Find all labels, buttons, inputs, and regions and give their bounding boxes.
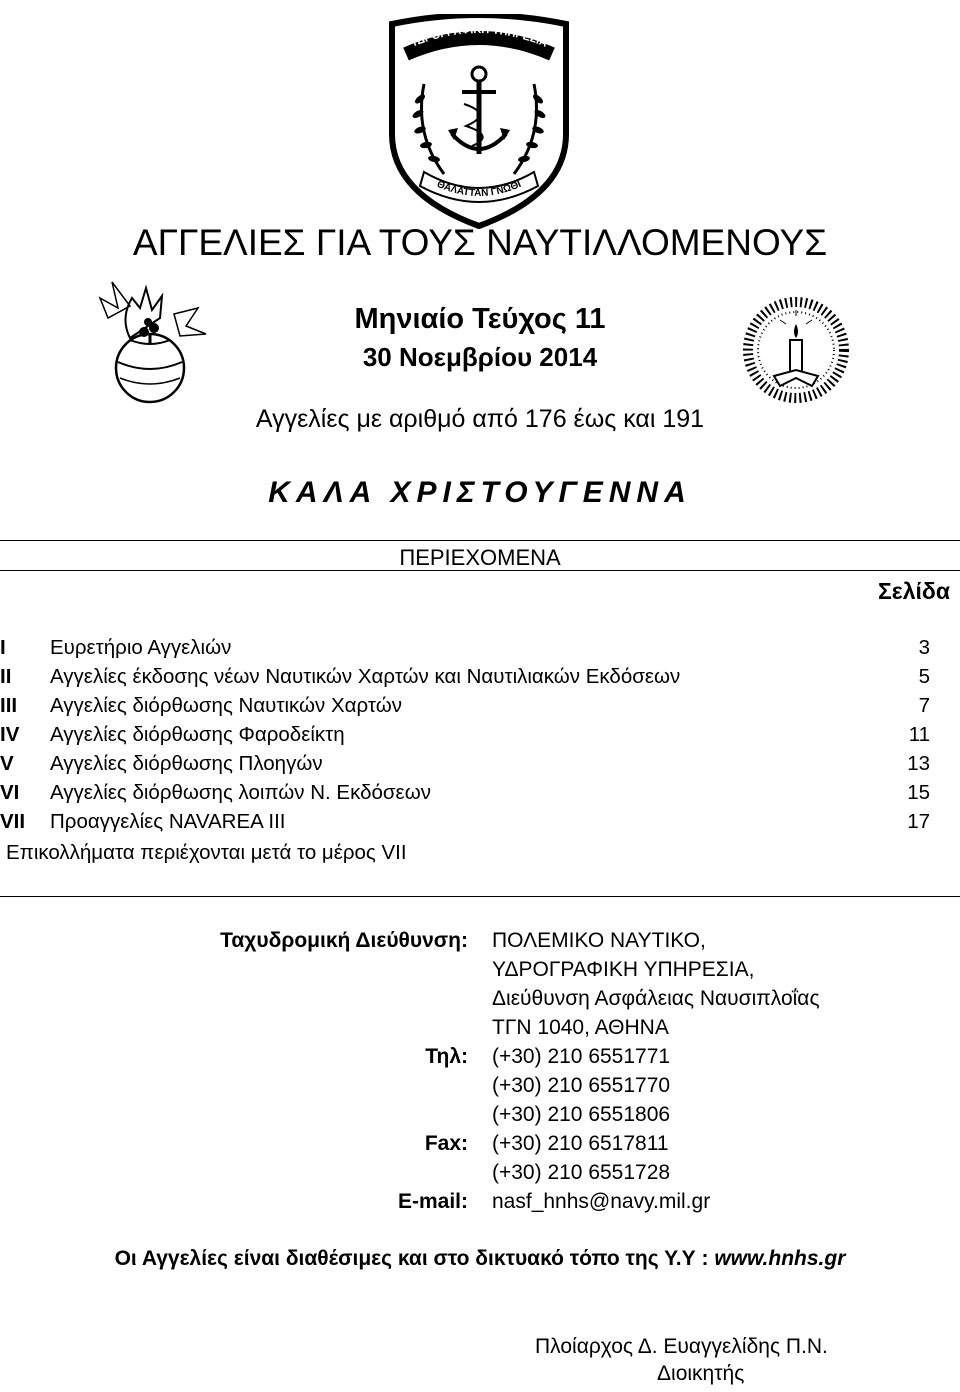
toc-row — [0, 665, 930, 694]
toc-row-title: Προαγγελίες NAVAREA III — [50, 810, 286, 833]
toc-note: Επικολλήματα περιέχονται μετά το μέρος VII — [6, 841, 407, 864]
toc-row — [0, 781, 930, 810]
toc-row-title: Αγγελίες διόρθωσης Ναυτικών Χαρτών — [50, 694, 402, 717]
email-address[interactable]: nasf_hnhs@navy.mil.gr — [492, 1190, 711, 1213]
postal-line: Διεύθυνση Ασφάλειας Ναυσιπλοΐας — [492, 987, 820, 1010]
toc-row-page: 7 — [918, 694, 930, 717]
toc-row-number: VII — [0, 810, 26, 833]
toc-row-number: II — [0, 665, 12, 688]
toc-heading: ΠΕΡΙΕΧΟΜΕΝΑ — [399, 545, 561, 570]
divider — [0, 570, 960, 571]
fax-number: (+30) 210 6551728 — [492, 1161, 671, 1184]
toc-row — [0, 752, 930, 781]
toc-row-number: V — [0, 752, 14, 775]
issue-number: Μηνιαίο Τεύχος 11 — [354, 303, 606, 335]
crest-top-text: ΥΔΡΟΓΡΑΦΙΚΗ ΥΠΗΡΕΣΙΑ — [408, 23, 550, 50]
page-title: ΑΓΓΕΛΙΕΣ ΓΙΑ ΤΟΥΣ ΝΑΥΤΙΛΛΟΜΕΝΟΥΣ — [132, 222, 828, 263]
toc-row — [0, 723, 930, 752]
toc-row-page: 13 — [907, 752, 930, 775]
fax-label: Fax: — [424, 1132, 468, 1155]
toc-row-page: 15 — [907, 781, 930, 804]
phone-number: (+30) 210 6551771 — [492, 1045, 671, 1068]
toc-row-page: 5 — [918, 665, 930, 688]
toc-row-number: III — [0, 694, 18, 717]
phone-number: (+30) 210 6551770 — [492, 1074, 671, 1097]
postal-line: ΥΔΡΟΓΡΑΦΙΚΗ ΥΠΗΡΕΣΙΑ, — [492, 958, 755, 981]
phone-label: Τηλ: — [425, 1045, 468, 1068]
email-label: E-mail: — [397, 1190, 468, 1213]
website-line — [0, 1247, 960, 1271]
toc-row-number: I — [0, 636, 6, 659]
toc-row-page: 3 — [918, 636, 930, 659]
toc-row-title: Ευρετήριο Αγγελιών — [50, 636, 232, 659]
phone-number: (+30) 210 6551806 — [492, 1103, 671, 1126]
notice-range: Αγγελίες με αριθμό από 176 έως και 191 — [255, 405, 705, 433]
divider — [0, 540, 960, 541]
toc-row — [0, 694, 930, 723]
toc-row — [0, 810, 930, 839]
signature-title: Διοικητής — [657, 1362, 745, 1385]
toc-row-title: Αγγελίες διόρθωσης Φαροδείκτη — [50, 723, 345, 746]
toc-row-page: 17 — [907, 810, 930, 833]
postal-line: ΤΓΝ 1040, ΑΘΗΝΑ — [492, 1016, 669, 1039]
toc-row-title: Αγγελίες διόρθωσης Πλοηγών — [50, 752, 323, 775]
toc-row-title: Αγγελίες διόρθωσης λοιπών Ν. Εκδόσεων — [50, 781, 431, 804]
postal-line: ΠΟΛΕΜΙΚΟ ΝΑΥΤΙΚΟ, — [492, 929, 706, 952]
toc-page-column-label: Σελίδα — [878, 578, 950, 604]
divider — [0, 896, 960, 897]
toc-row-number: VI — [0, 781, 20, 804]
postal-address-label: Ταχυδρομική Διεύθυνση: — [220, 929, 468, 952]
toc-row-page: 11 — [908, 723, 930, 746]
toc-row-title: Αγγελίες έκδοσης νέων Ναυτικών Χαρτών και Ναυτιλιακών Εκδόσεων — [50, 665, 681, 688]
crest-motto: ΘΑΛΑΤΤΑΝ ΓΝΩΘΙ — [435, 178, 523, 200]
website-text: Οι Αγγελίες είναι διαθέσιμες και στο δικτυακό τόπο της Υ.Υ : — [114, 1247, 715, 1270]
hydrographic-service-crest — [384, 14, 574, 229]
toc-row — [0, 636, 930, 665]
christmas-greeting: ΚΑΛΑ ΧΡΙΣΤΟΥΓΕΝΝΑ — [268, 476, 692, 509]
fax-number: (+30) 210 6517811 — [492, 1132, 669, 1155]
website-link[interactable]: www.hnhs.gr — [714, 1247, 846, 1270]
toc-row-number: IV — [0, 723, 20, 746]
signature-name: Πλοίαρχος Δ. Ευαγγελίδης Π.Ν. — [535, 1335, 828, 1358]
issue-date: 30 Νοεμβρίου 2014 — [362, 342, 598, 372]
